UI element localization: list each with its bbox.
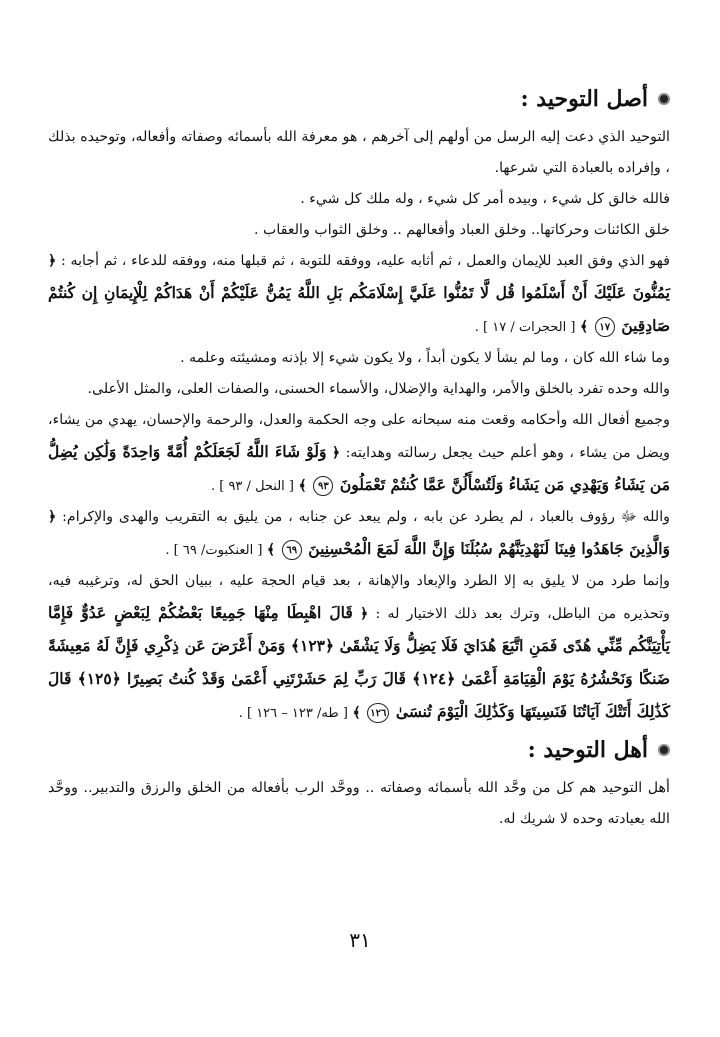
paragraph-with-verse <box>48 566 670 729</box>
ayah-number-icon: ١٢٦ <box>367 703 389 723</box>
paragraph: فالله خالق كل شيء ، وبيده أمر كل شيء ، وله ملك كل شيء . <box>300 191 670 207</box>
paragraph-with-verse <box>48 405 670 502</box>
ayah-number-icon: ٩٣ <box>313 476 333 496</box>
verse-close-bracket: ﴾ <box>298 478 307 494</box>
verse-open-bracket: ﴿ <box>331 445 341 461</box>
paragraph: أهل التوحيد هم كل من وحَّد الله بأسمائه وصفاته .. ووحَّد الرب بأفعاله من الخلق والرزق والتدبير.. ووحَّد الله بعبادته وحده لا شريك له. <box>48 780 670 827</box>
quran-verse: يَمُنُّونَ عَلَيْكَ أَنْ أَسْلَمُوا قُل لَّا تَمُنُّوا عَلَيَّ إِسْلَامَكُم بَلِ اللَّهُ يَمُنُّ عَلَيْكُمْ أَنْ هَدَاكُمْ لِلْإِيمَانِ إِن كُنتُمْ صَادِقِينَ <box>48 283 670 335</box>
paragraph-text: فهو الذي وفق العبد للإيمان والعمل ، ثم أثابه عليه، ووفقه للتوبة ، ثم قبلها منه، ووفقه للدعاء ، ثم أجابه : <box>61 253 670 269</box>
quran-verse: وَالَّذِينَ جَاهَدُوا فِينَا لَنَهْدِيَنَّهُمْ سُبُلَنَا وَإِنَّ اللَّهَ لَمَعَ الْمُحْسِنِينَ <box>308 539 670 558</box>
bullet-icon <box>658 93 670 105</box>
verse-close-bracket: ﴾ <box>266 542 276 558</box>
quran-verse: قَالَ اهْبِطَا مِنْهَا جَمِيعًا بَعْضُكُمْ لِبَعْضٍ عَدُوٌّ فَإِمَّا يَأْتِيَنَّكُم مِّنِّي هُدًى فَمَنِ اتَّبَعَ هُدَايَ فَلَا يَضِلُّ وَلَا يَشْقَىٰ ﴿١٢٣﴾ وَمَنْ أَعْرَضَ عَن ذِكْرِي فَإِنَّ لَهُ مَعِيشَةً ضَنكًا وَنَحْشُرُهُ يَوْمَ الْقِيَامَةِ أَعْمَىٰ ﴿١٢٤﴾ قَالَ رَبِّ لِمَ حَشَرْتَنِي أَعْمَىٰ وَقَدْ كُنتُ بَصِيرًا ﴿١٢٥﴾ قَالَ كَذَٰلِكَ أَتَتْكَ آيَاتُنَا فَنَسِيتَهَا وَكَذَٰلِكَ الْيَوْمَ تُنسَىٰ <box>48 603 671 721</box>
section-heading-origin-of-tawhid <box>48 82 670 116</box>
verse-open-bracket: ﴿ <box>48 253 57 269</box>
paragraph: وما شاء الله كان ، وما لم يشأ لا يكون أبداً ، ولا يكون شيء إلا بإذنه ومشيئته وعلمه . <box>180 350 670 366</box>
ayah-number-icon: ٦٩ <box>282 540 302 560</box>
page-number: ٣١ <box>349 928 371 952</box>
verse-close-bracket: ﴾ <box>579 319 589 335</box>
verse-reference: [ الحجرات / ١٧ ] . <box>474 320 576 335</box>
paragraph-with-verse <box>48 502 670 566</box>
paragraph: والله وحده تفرد بالخلق والأمر، والهداية والإضلال، والأسماء الحسنى، والصفات العلى، والمثل الأعلى. <box>87 381 670 397</box>
paragraph-text: وجميع أفعال الله وأحكامه وقعت منه سبحانه على وجه الحكمة والعدل، والرحمة والإحسان، يهدي من يشاء، ويضل من يشاء ، وهو أعلم حيث يجعل رسالته وهدايته: <box>48 412 670 461</box>
paragraph-text: والله ﷻ رؤوف بالعباد ، لم يطرد عن بابه ، ولم يبعد عن جنابه ، من يليق به التقريب والهدى والإكرام: <box>62 509 670 525</box>
verse-close-bracket: ﴾ <box>352 705 361 721</box>
bullet-icon <box>658 744 670 756</box>
paragraph-text: وإنما طرد من لا يليق به إلا الطرد والإبعاد والإهانة ، بعد قيام الحجة عليه ، ببيان الحق له، وترغيبه فيه، وتحذيره من الباطل، وترك بعد ذلك الاختيار له : <box>48 573 670 622</box>
page-body <box>48 82 670 835</box>
section-heading-people-of-tawhid <box>48 733 670 767</box>
quran-verse: وَلَوْ شَاءَ اللَّهُ لَجَعَلَكُمْ أُمَّةً وَاحِدَةً وَلَٰكِن يُضِلُّ مَن يَشَاءُ وَيَهْدِي مَن يَشَاءُ وَلَتُسْأَلُنَّ عَمَّا كُنتُمْ تَعْمَلُونَ <box>48 442 670 494</box>
ayah-number-icon: ١٧ <box>595 317 615 337</box>
paragraph-with-verse <box>48 246 670 343</box>
verse-open-bracket: ﴿ <box>48 509 57 525</box>
verse-open-bracket: ﴿ <box>360 606 369 622</box>
verse-reference: [ العنكبوت/ ٦٩ ] . <box>165 543 263 558</box>
verse-reference: [ طه/ ١٢٣ – ١٢٦ ] . <box>238 706 348 721</box>
verse-reference: [ النحل / ٩٣ ] . <box>210 479 295 494</box>
heading-text: أهل التوحيد : <box>527 737 648 763</box>
heading-text: أصل التوحيد : <box>520 86 648 112</box>
paragraph: التوحيد الذي دعت إليه الرسل من أولهم إلى آخرهم ، هو معرفة الله بأسمائه وصفاته وأفعاله، وتوحيده بذلك ، وإفراده بالعبادة التي شرعها. <box>48 129 670 176</box>
paragraph: خلق الكائنات وحركاتها.. وخلق العباد وأفعالهم .. وخلق الثواب والعقاب . <box>254 222 670 238</box>
